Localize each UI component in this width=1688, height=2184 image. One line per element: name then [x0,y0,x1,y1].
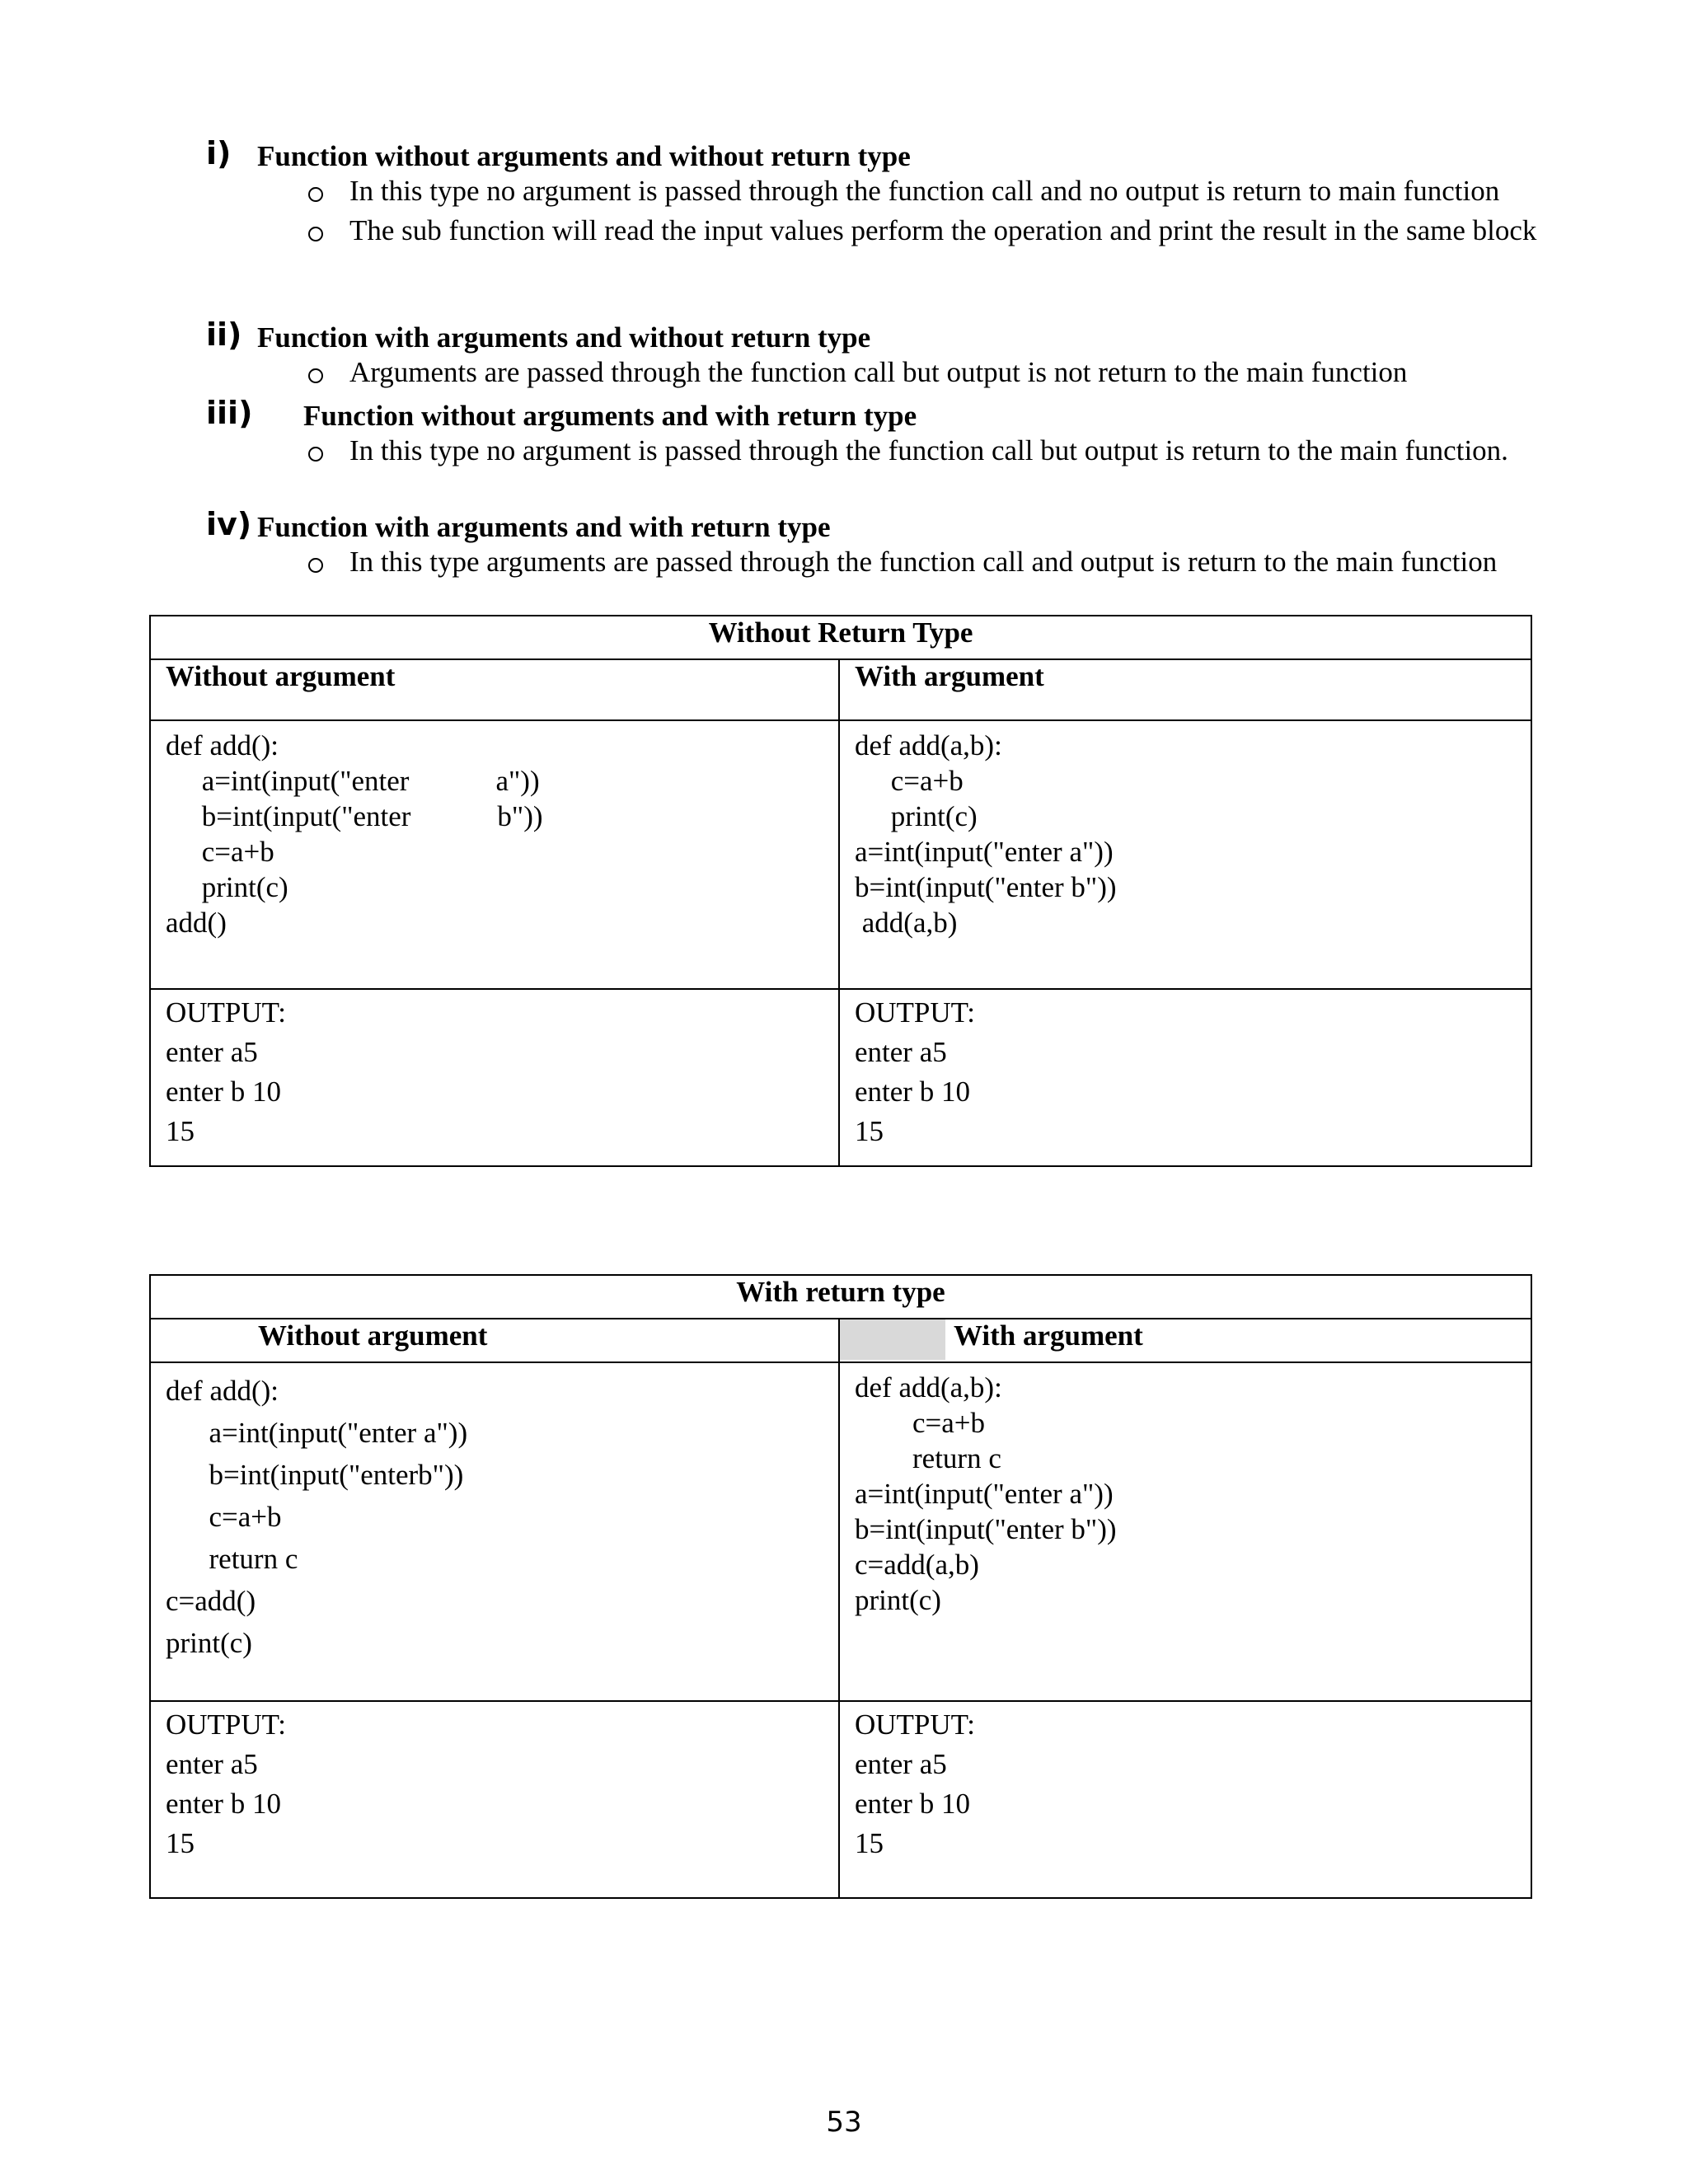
output-line: OUTPUT: [855,996,976,1029]
output-line: enter b 10 [166,1076,281,1108]
column-header-with-argument: With argument [839,659,1531,720]
section-1 [206,134,1537,247]
section-1-bullet-2 [303,214,1611,247]
section-3-title: Function without arguments and with return type [303,400,917,432]
section-3-bullet-1 [303,434,1611,467]
code-with-argument: def add(a,b): c=a+b print(c) a=int(input("enter a")) b=int(input("enter b")) add(a,b) [839,720,1531,989]
section-1-numeral: i) [206,135,232,171]
code-without-argument: def add(): a=int(input("enter a")) b=int(input("enterb")) c=a+b return c c=add() print(c) [150,1362,839,1701]
page-number: 53 [826,2106,862,2139]
column-header-with-argument: With argument [954,1319,1143,1352]
column-header-without-argument: Without argument [150,1319,839,1362]
hollow-circle-bullet-icon [308,227,323,241]
hollow-circle-bullet-icon [308,558,323,573]
output-line: 15 [855,1827,884,1859]
hollow-circle-bullet-icon [308,187,323,202]
output-line: 15 [855,1115,884,1147]
bullet-text: Arguments are passed through the function call but output is not return to the main function [349,356,1408,388]
output-line: OUTPUT: [166,996,287,1029]
output-line: enter a5 [855,1036,947,1068]
output-line: enter a5 [166,1036,258,1068]
hollow-circle-bullet-icon [308,368,323,383]
output-line: enter a5 [166,1748,258,1780]
output-line: OUTPUT: [166,1708,287,1741]
column-header-with-argument-cell [839,1319,1531,1362]
shaded-highlight [840,1319,945,1360]
output-with-argument [839,989,1531,1166]
section-1-title: Function without arguments and without return type [257,140,911,172]
output-without-argument [150,1701,839,1898]
section-4-bullet-1 [303,546,1611,579]
section-3-numeral: iii) [206,395,253,431]
column-header-without-argument: Without argument [150,659,839,720]
section-4 [206,504,1508,579]
output-line: OUTPUT: [855,1708,976,1741]
output-line: enter a5 [855,1748,947,1780]
section-1-heading [206,134,1508,175]
section-4-heading [206,504,1508,546]
output-with-argument [839,1701,1531,1898]
output-line: enter b 10 [166,1788,281,1820]
output-line: enter b 10 [855,1076,970,1108]
section-2 [206,315,1508,389]
output-line: enter b 10 [855,1788,970,1820]
section-2-numeral: ii) [206,316,242,353]
without-return-type-table [149,615,1532,1167]
section-2-bullet-1 [303,356,1611,389]
hollow-circle-bullet-icon [308,447,323,462]
table-caption: With return type [150,1275,1531,1319]
section-2-heading [206,315,1508,356]
bullet-text: In this type no argument is passed through the function call and no output is return to main function [349,175,1500,207]
output-without-argument [150,989,839,1166]
section-1-bullet-1 [303,175,1611,208]
section-4-title: Function with arguments and with return type [257,511,831,543]
bullet-text: In this type no argument is passed through the function call but output is return to the main function. [349,434,1508,466]
table-caption: Without Return Type [150,616,1531,659]
code-without-argument: def add(): a=int(input("enter a")) b=int(input("enter b")) c=a+b print(c) add() [150,720,839,989]
code-with-argument: def add(a,b): c=a+b return c a=int(input("enter a")) b=int(input("enter b")) c=add(a,b) print(c) [839,1362,1531,1701]
section-3-heading [206,393,1508,434]
bullet-text: In this type arguments are passed through the function call and output is return to the main function [349,546,1498,578]
section-4-numeral: iv) [206,506,252,542]
output-line: 15 [166,1827,195,1859]
bullet-text: The sub function will read the input values perform the operation and print the result in the same block [349,214,1537,246]
section-2-title: Function with arguments and without return type [257,321,871,354]
output-line: 15 [166,1115,195,1147]
with-return-type-table [149,1274,1532,1899]
section-3 [206,393,1508,467]
